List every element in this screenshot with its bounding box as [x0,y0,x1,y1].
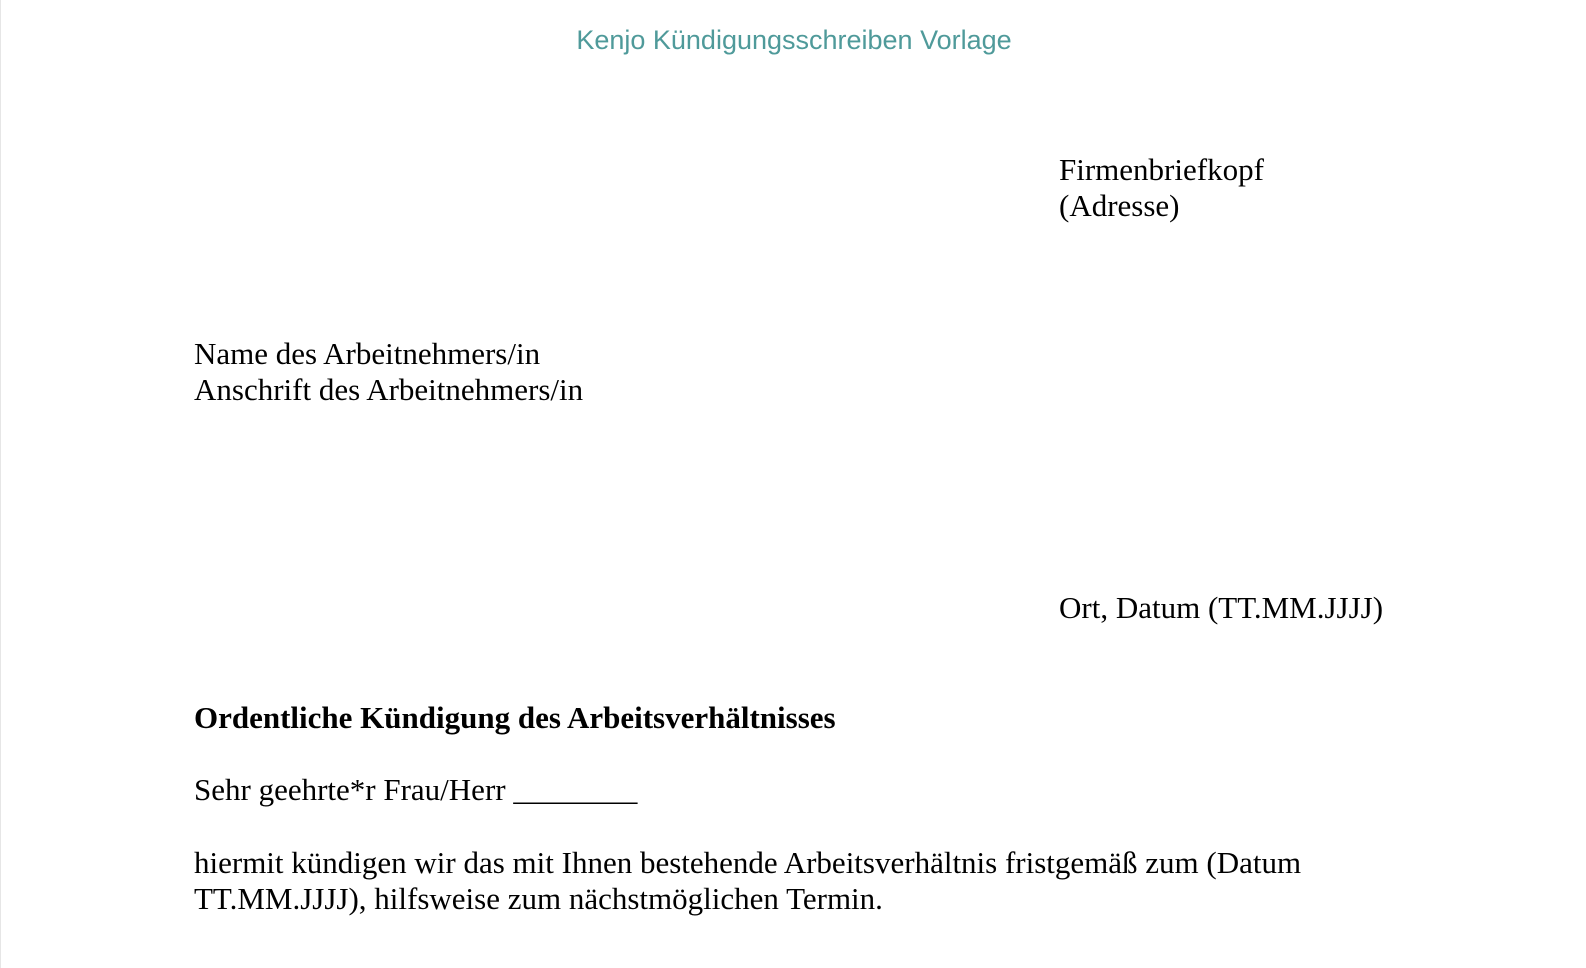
letterhead-line-1: Firmenbriefkopf [1059,152,1264,187]
letter-subject: Ordentliche Kündigung des Arbeitsverhältnisses [194,700,836,735]
letterhead-line-2: (Adresse) [1059,188,1180,223]
document-header-title: Kenjo Kündigungsschreiben Vorlage [576,25,1012,55]
recipient-block [194,336,583,408]
company-letterhead [1059,152,1264,224]
body-line-1: hiermit kündigen wir das mit Ihnen bestehende Arbeitsverhältnis fristgemäß zum (Datum [194,845,1302,880]
salutation: Sehr geehrte*r Frau/Herr ________ [194,772,638,807]
recipient-name: Name des Arbeitnehmers/in [194,336,541,371]
letter-body [194,845,1301,917]
body-line-2: TT.MM.JJJJ), hilfsweise zum nächstmöglichen Termin. [194,881,883,916]
recipient-address: Anschrift des Arbeitnehmers/in [194,372,584,407]
place-date: Ort, Datum (TT.MM.JJJJ) [1059,590,1384,625]
